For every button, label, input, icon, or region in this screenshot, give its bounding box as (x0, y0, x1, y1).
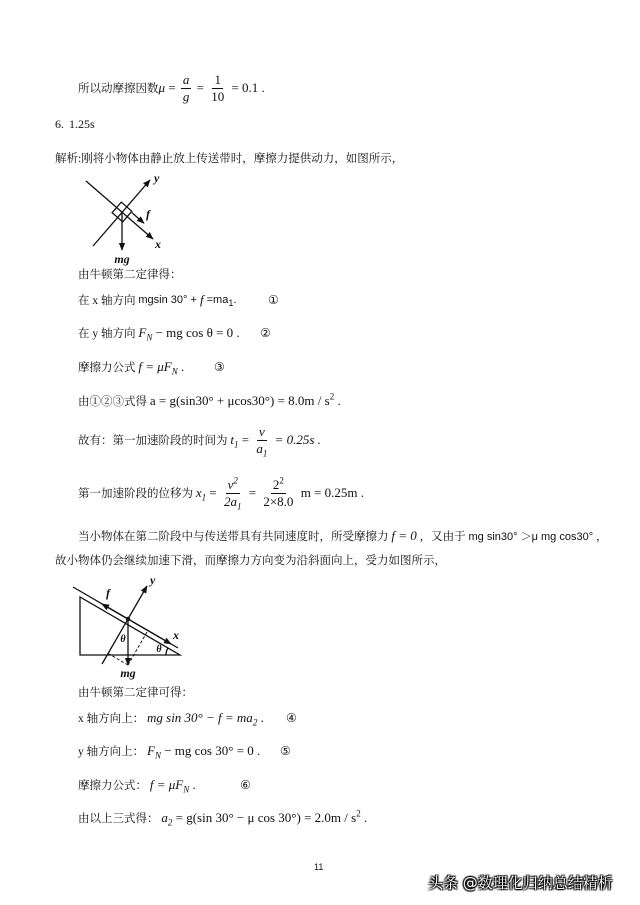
equation-label: 在 y 轴方向 (78, 328, 139, 340)
fraction-v2-over-2a1 (222, 475, 244, 512)
numerator-text: v (227, 476, 234, 492)
superscript: 2 (279, 475, 284, 486)
stage2-friction-formula (78, 775, 196, 795)
equation-label: 由①②③式得 (78, 396, 150, 408)
force-comparison: mg sin30° ＞μ mg cos30° (468, 531, 594, 543)
fraction-denominator (254, 440, 269, 459)
incline-angle-label: θ (156, 644, 162, 655)
question-header (55, 114, 95, 134)
superscript: 2 (233, 475, 238, 486)
equation-end: . (334, 393, 341, 408)
x-axis-arrow (128, 619, 171, 644)
superscript: 2 (329, 391, 335, 402)
subscript: 1 (228, 298, 234, 309)
fraction-denominator: 10 (211, 88, 225, 104)
friction-coefficient-conclusion (78, 71, 265, 105)
equals-sign: = (245, 485, 260, 500)
equation-rest: − mg cos 30° = 0 . (160, 743, 261, 758)
numerator-text: 2 (272, 476, 280, 492)
stage2-acceleration (78, 808, 367, 828)
equation-end: . (360, 810, 368, 825)
normal-force-symbol (138, 325, 152, 341)
gravity-label: mg (120, 666, 136, 680)
result-value: = 0.1 . (228, 80, 265, 95)
stage1-displacement (78, 476, 364, 510)
denominator-text: a (256, 440, 263, 456)
transition-text-c: ， (593, 531, 608, 543)
y-axis-label: y (154, 171, 160, 185)
transition-text-a: 当小物体在第二阶段中与传送带具有共同速度时，所受摩擦力 (78, 531, 392, 543)
stage2-y-equation (78, 741, 260, 761)
acceleration-expression-text: = g(sin 30° − μ cos 30°) = 2.0m / s (172, 810, 357, 825)
gravity-label: mg (114, 252, 130, 266)
equation-end: . (177, 359, 185, 374)
fraction-v-over-a1 (254, 423, 269, 459)
equation-label: 在 x 轴方向 (78, 295, 139, 307)
transition-text-2: 故小物体仍会继续加速下滑，而摩擦力方向变为沿斜面向上，受力如图所示， (55, 555, 446, 567)
equation-mark-4: ④ (286, 711, 297, 725)
equation-end: . (189, 777, 196, 792)
fraction-numerator: v (258, 423, 265, 439)
newton-intro-text: 由牛顿第二定律可得： (78, 687, 193, 699)
equation-mark-2: ② (260, 326, 271, 340)
incline-angle-arc (166, 648, 168, 655)
friction-expression (138, 359, 177, 375)
fraction-denominator: 2×8.0 (263, 493, 294, 509)
equation-label: 故有：第一加速阶段的时间为 (78, 435, 231, 447)
analysis-intro (55, 148, 403, 168)
equation-rest: − mg cos θ = 0 . (152, 325, 240, 340)
stage2-x-equation (78, 708, 264, 728)
subscript: 2 (167, 817, 173, 828)
stage1-friction-formula (78, 357, 184, 377)
displacement-letter: x (195, 485, 202, 500)
question-number: 6. (55, 116, 64, 131)
analysis-text: 解析:刚将小物体由静止放上传送带时，摩擦力提供动力，如图所示， (55, 153, 404, 165)
equation-label: x 轴方向上： (78, 713, 147, 725)
equation-lhs: mgsin 30° + (138, 294, 200, 306)
equation-rhs (203, 294, 237, 309)
incline-triangle (80, 597, 180, 655)
stage1-y-equation (78, 323, 240, 343)
transition-line-2 (55, 550, 446, 570)
page-number: 11 (314, 862, 324, 872)
fraction-numerator (226, 475, 240, 494)
displacement-symbol (196, 485, 206, 501)
equation-label: 由以上三式得： (78, 813, 162, 825)
x-equation-text: mg sin 30° − f = ma (147, 710, 253, 725)
mu-symbol: μ (158, 80, 166, 95)
subscript: 1 (262, 448, 268, 459)
transition-line-1 (78, 526, 607, 546)
stage1-time (78, 423, 321, 457)
fraction-numerator: a (182, 71, 190, 87)
equation-mark-6: ⑥ (240, 778, 251, 792)
subscript: 1 (201, 492, 207, 503)
watermark-handle: @数理化归纳总结精析 (458, 873, 613, 892)
watermark-platform: 头条 (428, 873, 459, 892)
equation-end: . (233, 294, 237, 306)
fraction-1-over-10 (209, 73, 226, 104)
gravity-angle-label: θ (120, 634, 126, 645)
acceleration-expression (150, 393, 334, 409)
acceleration-expression (172, 810, 360, 826)
normal-force-letter: F (138, 325, 147, 340)
equation-label: y 轴方向上： (78, 746, 147, 758)
x-equation-expression (147, 710, 257, 726)
fraction-numerator: 1 (214, 71, 221, 87)
acceleration-symbol (161, 810, 172, 826)
equation-rhs-text: =ma (203, 294, 229, 306)
fraction-denominator (222, 493, 244, 512)
stage1-x-equation (78, 290, 236, 310)
subscript: N (154, 750, 161, 761)
question-answer: 1.25s (69, 116, 95, 131)
y-axis-label: y (150, 573, 156, 587)
acceleration-expression-text: a = g(sin30° + μcos30°) = 8.0m / s (149, 393, 330, 408)
friction-zero: f = 0 (391, 528, 417, 543)
block-dot (126, 617, 130, 621)
subscript: 1 (234, 439, 239, 450)
x-axis-label: x (173, 628, 179, 642)
acceleration-letter: a (161, 810, 168, 825)
watermark (428, 872, 613, 892)
friction-label: f (106, 586, 110, 600)
superscript: 2 (356, 808, 361, 819)
time-symbol (230, 432, 238, 448)
newton-intro-text: 由牛顿第二定律得： (78, 269, 182, 281)
subscript: N (146, 332, 153, 343)
stage1-acceleration (78, 391, 341, 411)
equals-sign: = (193, 80, 208, 95)
x-axis-label: x (155, 237, 161, 251)
gravity-x-projection (128, 631, 148, 666)
equation-mark-1: ① (268, 293, 279, 307)
friction-label: f (146, 207, 150, 221)
friction-expression (150, 777, 189, 793)
fraction-numerator (271, 475, 286, 494)
displacement-result: m = 0.25m . (297, 485, 364, 500)
equals-sign: = (206, 485, 220, 500)
equals-sign: = (165, 80, 179, 95)
subscript: 2 (252, 717, 258, 728)
equation-mark-5: ⑤ (280, 744, 291, 758)
equation-end: . (257, 710, 264, 725)
stage1-newton-intro (78, 264, 182, 284)
denominator-text: 2a (224, 493, 237, 509)
friction-expression-text: f = μF (138, 359, 172, 374)
conclusion-text: 所以动摩擦因数 (78, 83, 159, 95)
friction-symbol: f (199, 292, 204, 307)
equation-label: 摩擦力公式： (78, 780, 150, 792)
normal-force-letter: F (147, 743, 155, 758)
fraction-numeric (261, 475, 295, 509)
fraction-denominator: g (182, 88, 190, 104)
subscript: N (183, 784, 190, 795)
equals-sign: = (238, 432, 253, 447)
stage2-newton-intro (78, 682, 193, 702)
x-axis-line (86, 181, 153, 239)
equation-label: 摩擦力公式 (78, 362, 139, 374)
figure-2-incline-force-diagram (70, 572, 188, 680)
friction-expression-text: f = μF (149, 777, 184, 792)
figure-1-force-diagram (80, 168, 170, 266)
time-result: = 0.25s . (271, 432, 321, 447)
transition-text-b: ，又由于 (416, 531, 469, 543)
equation-mark-3: ③ (214, 360, 225, 374)
time-letter: t (230, 432, 234, 447)
equation-label: 第一加速阶段的位移为 (78, 488, 196, 500)
subscript: 1 (237, 501, 242, 512)
subscript: N (171, 366, 178, 377)
fraction-a-over-g (181, 73, 192, 104)
normal-force-symbol (147, 743, 161, 759)
